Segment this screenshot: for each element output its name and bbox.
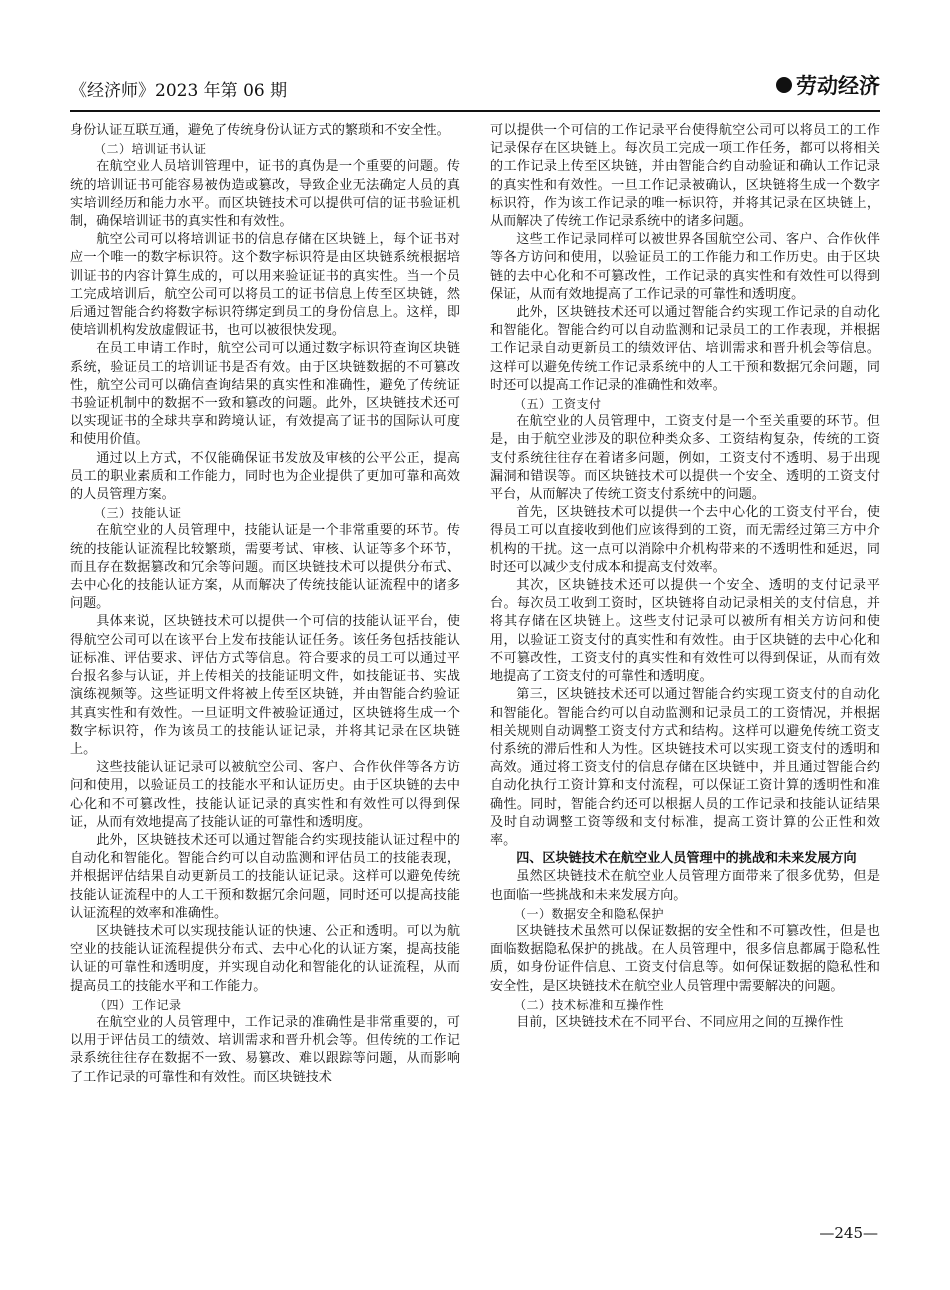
subsection-heading: （一）数据安全和隐私保护 xyxy=(514,906,665,921)
paragraph: 区块链技术可以实现技能认证的快速、公正和透明。可以为航空业的技能认证流程提供分布式、去中心化的认证方案，提高技能认证的可靠性和透明度，并实现自动化和智能化的认证流程，从而提高员工的技能水平和工作能力。 xyxy=(70,923,460,994)
paragraph: 此外，区块链技术还可以通过智能合约实现工作记录的自动化和智能化。智能合约可以自动监测和记录员工的工作表现，并根据工作记录自动更新员工的绩效评估、培训需求和晋升机会等信息。这样可以避免传统工作记录系统中的人工干预和数据冗余问题，同时还可以提高工作记录的准确性和效率。 xyxy=(490,305,880,393)
section-heading: 四、区块链技术在航空业人员管理中的挑战和未来发展方向 xyxy=(516,851,857,867)
paragraph: 第三，区块链技术还可以通过智能合约实现工资支付的自动化和智能化。智能合约可以自动监测和记录员工的工资情况，并根据相关规则自动调整工资支付方式和结构。这样可以避免传统工资支付系统的滞后性和人为性。区块链技术可以实现工资支付的透明和高效。通过将工资支付的信息存储在区块链中，并且通过智能合约自动化执行工资计算和支付流程，可以保证工资计算的透明性和准确性。同时，智能合约还可以根据人员的工作记录和技能认证结果及时自动调整工资等级和支付标准，提高工资计算的公正性和效率。 xyxy=(490,687,880,848)
paragraph: 区块链技术虽然可以保证数据的安全性和不可篡改性，但是也面临数据隐私保护的挑战。在人员管理中，很多信息都属于隐私性质，如身份证件信息、工资支付信息等。如何保证数据的隐私性和安全性，是区块链技术在航空业人员管理中需要解决的问题。 xyxy=(490,923,880,994)
section-label: 劳动经济 xyxy=(796,74,880,98)
paragraph: 在航空业的人员管理中，工作记录的准确性是非常重要的，可以用于评估员工的绩效、培训需求和晋升机会等。但传统的工作记录系统往往存在数据不一致、易篡改、难以跟踪等问题，从而影响了工作记录的可靠性和有效性。而区块链技术 xyxy=(70,1014,460,1085)
paragraph: 在员工申请工作时，航空公司可以通过数字标识符查询区块链系统，验证员工的培训证书是否有效。由于区块链数据的不可篡改性，航空公司可以确信查询结果的真实性和准确性，避免了传统证书验证机制中的数据不一致和篡改的问题。此外，区块链技术还可以实现证书的全球共享和跨境认证，有效提高了证书的国际认可度和使用价值。 xyxy=(70,341,460,448)
paragraph: 在航空业的人员管理中，技能认证是一个非常重要的环节。传统的技能认证流程比较繁琐，需要考试、审核、认证等多个环节，而且存在数据篡改和冗余等问题。而区块链技术可以提供分布式、去中心化的技能认证方案，从而解决了传统技能认证流程中的诸多问题。 xyxy=(70,523,460,612)
subsection-heading: （三）技能认证 xyxy=(94,506,182,521)
page-header xyxy=(70,62,880,114)
subsection-heading: （五）工资支付 xyxy=(514,397,602,412)
paragraph: 这些工作记录同样可以被世界各国航空公司、客户、合作伙伴等各方访问和使用，以验证员工的工作能力和工作历史。由于区块链的去中心化和不可篡改性，工作记录的真实性和有效性可以得到保证，从而有效地提高了工作记录的可靠性和透明度。 xyxy=(490,232,880,302)
paragraph: 其次，区块链技术还可以提供一个安全、透明的支付记录平台。每次员工收到工资时，区块链将自动记录相关的支付信息，并将其存储在区块链上。这些支付记录可以被所有相关方访问和使用，以验证工资支付的真实性和有效性。由于区块链的去中心化和不可篡改性，工资支付的真实性和有效性可以得到保证，从而有效地提高了工资支付的可靠性和透明度。 xyxy=(490,578,880,685)
paragraph: 具体来说，区块链技术可以提供一个可信的技能认证平台，使得航空公司可以在该平台上发布技能认证任务。该任务包括技能认证标准、评估要求、评估方式等信息。符合要求的员工可以通过平台报名参与认证，并上传相关的技能证明文件，如技能证书、实战演练视频等。这些证明文件将被上传至区块链，并由智能合约验证其真实性和有效性。一旦证明文件被验证通过，区块链将生成一个数字标识符，作为该员工的技能认证记录，并将其记录在区块链上。 xyxy=(70,614,460,757)
page-number: —245— xyxy=(819,1224,878,1242)
paragraph: 在航空业人员培训管理中，证书的真伪是一个重要的问题。传统的培训证书可能容易被伪造或篡改，导致企业无法确定人员的真实培训经历和能力水平。而区块链技术可以提供可信的证书验证机制，确保培训证书的真实性和有效性。 xyxy=(70,159,460,230)
paragraph: 此外，区块链技术还可以通过智能合约实现技能认证过程中的自动化和智能化。智能合约可以自动监测和评估员工的技能表现，并根据评估结果自动更新员工的技能认证记录。这样可以避免传统技能认证流程中的人工干预和数据冗余问题，同时还可以提高技能认证流程的效率和准确性。 xyxy=(70,832,460,921)
subsection-heading: （二）培训证书认证 xyxy=(94,142,207,157)
paragraph: 航空公司可以将培训证书的信息存储在区块链上，每个证书对应一个唯一的数字标识符。这个数字标识符是由区块链系统根据培训证书的内容计算生成的，可以用来验证证书的真实性。当一个员工完成培训后，航空公司可以将员工的证书信息上传至区块链，然后通过智能合约将数字标识符绑定到员工的身份信息上。这样，即使培训机构发放虚假证书，也可以被很快发现。 xyxy=(70,232,460,339)
paragraph: 目前，区块链技术在不同平台、不同应用之间的互操作性 xyxy=(516,1014,844,1030)
paragraph: 可以提供一个可信的工作记录平台使得航空公司可以将员工的工作记录保存在区块链上。每次员工完成一项工作任务，都可以将相关的工作记录上传至区块链，并由智能合约自动验证和确认工作记录的真实性和有效性。一旦工作记录被确认，区块链将生成一个数字标识符，作为该工作记录的唯一标识符，并将其记录在区块链上，从而解决了传统工作记录系统中的诸多问题。 xyxy=(490,123,880,230)
subsection-heading: （二）技术标准和互操作性 xyxy=(514,997,665,1012)
journal-title: 《经济师》2023 年第 06 期 xyxy=(70,81,288,101)
paragraph: 通过以上方式，不仅能确保证书发放及审核的公平公正，提高员工的职业素质和工作能力，同时也为企业提供了更加可靠和高效的人员管理方案。 xyxy=(70,450,460,503)
paragraph: 身份认证互联互通，避免了传统身份认证方式的繁琐和不安全性。 xyxy=(70,123,450,138)
right-column xyxy=(490,122,880,1032)
header-rule xyxy=(70,110,880,112)
paragraph: 首先，区块链技术可以提供一个去中心化的工资支付平台，使得员工可以直接收到他们应该得到的工资，而无需经过第三方中介机构的干扰。这一点可以消除中介机构带来的不透明性和延迟，同时还可以减少支付成本和提高支付效率。 xyxy=(490,505,880,575)
paragraph: 虽然区块链技术在航空业人员管理方面带来了很多优势，但是也面临一些挑战和未来发展方向。 xyxy=(490,869,880,903)
left-column xyxy=(70,122,460,1087)
bullet-dot-icon xyxy=(776,77,792,93)
section-title xyxy=(776,70,880,100)
subsection-heading: （四）工作记录 xyxy=(94,997,182,1012)
paragraph: 在航空业的人员管理中，工资支付是一个至关重要的环节。但是，由于航空业涉及的职位种类众多、工资结构复杂，传统的工资支付系统往往存在着诸多问题，例如，工资支付不透明、易于出现漏洞和错误等。而区块链技术可以提供一个安全、透明的工资支付平台，从而解决了传统工资支付系统中的问题。 xyxy=(490,414,880,503)
paragraph: 这些技能认证记录可以被航空公司、客户、合作伙伴等各方访问和使用，以验证员工的技能水平和认证历史。由于区块链的去中心化和不可篡改性，技能认证记录的真实性和有效性可以得到保证，从而有效地提高了技能认证的可靠性和透明度。 xyxy=(70,760,460,830)
